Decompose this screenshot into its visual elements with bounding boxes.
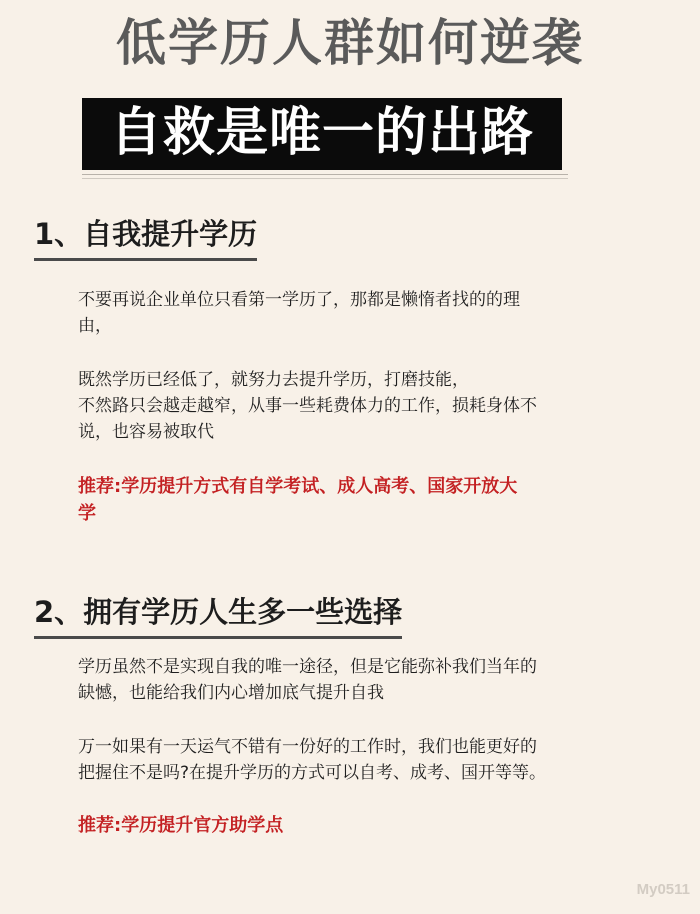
section-1-paragraph-1: 不要再说企业单位只看第一学历了，那都是懒惰者找的的理 由，	[78, 290, 520, 336]
subtitle-banner	[82, 98, 568, 178]
section-2-recommendation: 推荐:学历提升官方助学点	[78, 815, 284, 836]
section-heading-2: 2、拥有学历人生多一些选择	[34, 592, 402, 639]
section-1-paragraph-2: 既然学历已经低了，就努力去提升学历，打磨技能， 不然路只会越走越窄，从事一些耗费体力的工作，损耗身体不 说，也容易被取代	[78, 370, 537, 442]
section-2-paragraph-1: 学历虽然不是实现自我的唯一途径，但是它能弥补我们当年的 缺憾，也能给我们内心增加底气提升自我	[78, 657, 537, 703]
subtitle-divider	[82, 174, 568, 175]
main-title: 低学历人群如何逆袭	[116, 14, 584, 72]
section-1-recommendation: 推荐:学历提升方式有自学考试、成人高考、国家开放大 学	[78, 476, 518, 524]
subtitle-text: 自救是唯一的出路	[109, 103, 534, 163]
subtitle-divider	[82, 178, 568, 179]
section-heading-1: 1、自我提升学历	[34, 214, 257, 261]
watermark-logo: My0511	[636, 881, 690, 898]
section-2-paragraph-2: 万一如果有一天运气不错有一份好的工作时，我们也能更好的 把握住不是吗?在提升学历的方式可以自考、成考、国开等等。	[78, 737, 547, 783]
